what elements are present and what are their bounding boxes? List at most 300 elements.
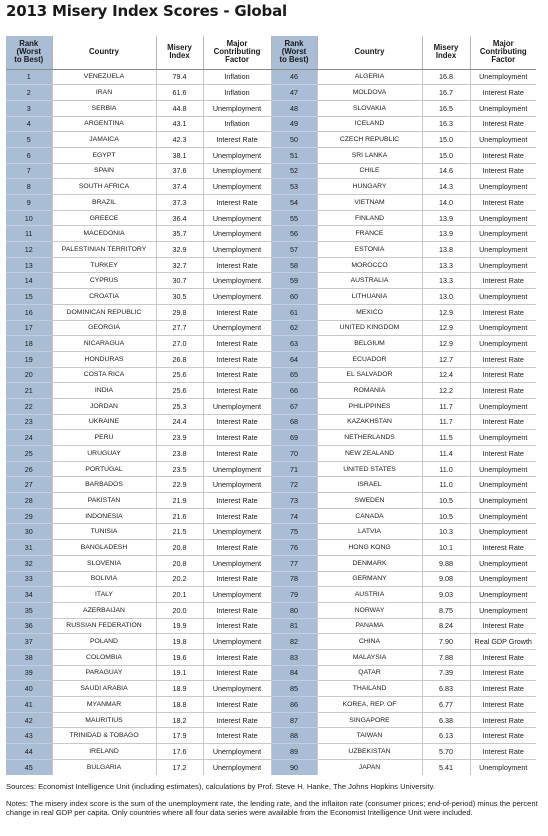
country-cell: CROATIA xyxy=(52,289,156,305)
index-cell: 20.0 xyxy=(156,602,203,618)
country-cell: POLAND xyxy=(52,634,156,650)
index-cell: 16.3 xyxy=(422,116,470,132)
factor-cell: Interest Rate xyxy=(203,195,271,211)
country-cell: INDONESIA xyxy=(52,508,156,524)
factor-cell: Unemployment xyxy=(203,210,271,226)
factor-cell: Interest Rate xyxy=(203,336,271,352)
rank-cell: 85 xyxy=(271,681,317,697)
table-header-row xyxy=(6,36,536,69)
country-cell: IRAN xyxy=(52,85,156,101)
index-cell: 23.5 xyxy=(156,461,203,477)
rank-header-right: Rank (Worst to Best) xyxy=(271,36,317,69)
index-cell: 20.8 xyxy=(156,555,203,571)
country-cell: TRINIDAD & TOBAGO xyxy=(52,728,156,744)
rank-cell: 43 xyxy=(6,728,52,744)
rank-cell: 84 xyxy=(271,665,317,681)
factor-cell: Interest Rate xyxy=(470,744,536,760)
index-cell: 17.6 xyxy=(156,744,203,760)
factor-cell: Interest Rate xyxy=(203,383,271,399)
rank-cell: 58 xyxy=(271,257,317,273)
country-cell: URUGUAY xyxy=(52,446,156,462)
index-cell: 9.03 xyxy=(422,587,470,603)
table-row xyxy=(6,697,536,713)
factor-cell: Inflation xyxy=(203,69,271,85)
index-cell: 25.3 xyxy=(156,398,203,414)
rank-cell: 74 xyxy=(271,508,317,524)
table-row xyxy=(6,242,536,258)
factor-cell: Interest Rate xyxy=(470,351,536,367)
factor-cell: Unemployment xyxy=(203,242,271,258)
index-cell: 10.5 xyxy=(422,508,470,524)
rank-cell: 30 xyxy=(6,524,52,540)
table-row xyxy=(6,728,536,744)
table-row xyxy=(6,759,536,775)
table-row xyxy=(6,289,536,305)
rank-cell: 40 xyxy=(6,681,52,697)
rank-cell: 49 xyxy=(271,116,317,132)
index-cell: 7.88 xyxy=(422,649,470,665)
index-cell: 24.4 xyxy=(156,414,203,430)
index-cell: 23.8 xyxy=(156,446,203,462)
table-row xyxy=(6,524,536,540)
index-cell: 12.4 xyxy=(422,367,470,383)
index-cell: 18.9 xyxy=(156,681,203,697)
rank-cell: 9 xyxy=(6,195,52,211)
country-cell: LATVIA xyxy=(317,524,422,540)
rank-cell: 71 xyxy=(271,461,317,477)
country-cell: UKRAINE xyxy=(52,414,156,430)
rank-cell: 2 xyxy=(6,85,52,101)
rank-cell: 79 xyxy=(271,587,317,603)
table-row xyxy=(6,681,536,697)
factor-cell: Unemployment xyxy=(470,602,536,618)
index-cell: 14.3 xyxy=(422,179,470,195)
factor-cell: Unemployment xyxy=(470,477,536,493)
table-row xyxy=(6,210,536,226)
index-cell: 32.7 xyxy=(156,257,203,273)
country-cell: SLOVENIA xyxy=(52,555,156,571)
country-cell: ICELAND xyxy=(317,116,422,132)
rank-cell: 7 xyxy=(6,163,52,179)
country-cell: AUSTRIA xyxy=(317,587,422,603)
index-cell: 18.2 xyxy=(156,712,203,728)
rank-cell: 48 xyxy=(271,100,317,116)
factor-cell: Real GDP Growth xyxy=(470,634,536,650)
factor-cell: Unemployment xyxy=(470,179,536,195)
table-row xyxy=(6,195,536,211)
factor-cell: Unemployment xyxy=(470,132,536,148)
factor-cell: Unemployment xyxy=(470,210,536,226)
country-cell: PALESTINIAN TERRITORY xyxy=(52,242,156,258)
rank-cell: 83 xyxy=(271,649,317,665)
factor-cell: Unemployment xyxy=(470,100,536,116)
country-cell: ESTONIA xyxy=(317,242,422,258)
country-cell: HONG KONG xyxy=(317,540,422,556)
rank-cell: 57 xyxy=(271,242,317,258)
country-cell: NEW ZEALAND xyxy=(317,446,422,462)
rank-cell: 45 xyxy=(6,759,52,775)
country-cell: CHILE xyxy=(317,163,422,179)
table-row xyxy=(6,304,536,320)
country-cell: LITHUANIA xyxy=(317,289,422,305)
country-cell: TURKEY xyxy=(52,257,156,273)
table-row xyxy=(6,649,536,665)
index-cell: 10.3 xyxy=(422,524,470,540)
country-cell: HUNGARY xyxy=(317,179,422,195)
country-cell: CHINA xyxy=(317,634,422,650)
index-cell: 6.38 xyxy=(422,712,470,728)
rank-cell: 34 xyxy=(6,587,52,603)
table-row xyxy=(6,618,536,634)
index-cell: 6.77 xyxy=(422,697,470,713)
factor-cell: Unemployment xyxy=(470,493,536,509)
rank-cell: 20 xyxy=(6,367,52,383)
index-cell: 11.4 xyxy=(422,446,470,462)
page-title: 2013 Misery Index Scores - Global xyxy=(6,2,287,20)
rank-cell: 32 xyxy=(6,555,52,571)
factor-cell: Unemployment xyxy=(470,289,536,305)
index-cell: 7.90 xyxy=(422,634,470,650)
country-cell: BELGIUM xyxy=(317,336,422,352)
index-cell: 44.8 xyxy=(156,100,203,116)
table-row xyxy=(6,461,536,477)
factor-cell: Unemployment xyxy=(203,320,271,336)
factor-cell: Unemployment xyxy=(203,681,271,697)
country-cell: PARAGUAY xyxy=(52,665,156,681)
factor-cell: Interest Rate xyxy=(470,367,536,383)
factor-cell: Interest Rate xyxy=(470,728,536,744)
country-cell: NETHERLANDS xyxy=(317,430,422,446)
factor-cell: Unemployment xyxy=(470,508,536,524)
factor-cell: Interest Rate xyxy=(203,540,271,556)
rank-cell: 17 xyxy=(6,320,52,336)
index-cell: 13.9 xyxy=(422,210,470,226)
factor-cell: Interest Rate xyxy=(470,116,536,132)
rank-cell: 77 xyxy=(271,555,317,571)
factor-cell: Unemployment xyxy=(203,398,271,414)
country-cell: BULGARIA xyxy=(52,759,156,775)
factor-cell: Unemployment xyxy=(470,587,536,603)
index-cell: 17.2 xyxy=(156,759,203,775)
table-row xyxy=(6,226,536,242)
factor-cell: Unemployment xyxy=(203,461,271,477)
index-cell: 9.88 xyxy=(422,555,470,571)
rank-cell: 8 xyxy=(6,179,52,195)
table-row xyxy=(6,477,536,493)
country-cell: TUNISIA xyxy=(52,524,156,540)
country-cell: PHILIPPINES xyxy=(317,398,422,414)
factor-cell: Unemployment xyxy=(470,524,536,540)
rank-cell: 73 xyxy=(271,493,317,509)
factor-cell: Unemployment xyxy=(203,524,271,540)
index-cell: 12.9 xyxy=(422,320,470,336)
rank-cell: 15 xyxy=(6,289,52,305)
country-cell: MAURITIUS xyxy=(52,712,156,728)
factor-cell: Unemployment xyxy=(203,226,271,242)
index-cell: 30.7 xyxy=(156,273,203,289)
index-cell: 12.7 xyxy=(422,351,470,367)
country-cell: UNITED STATES xyxy=(317,461,422,477)
table-row xyxy=(6,555,536,571)
factor-cell: Inflation xyxy=(203,85,271,101)
country-cell: JAMAICA xyxy=(52,132,156,148)
factor-cell: Interest Rate xyxy=(470,665,536,681)
factor-cell: Interest Rate xyxy=(203,649,271,665)
rank-cell: 52 xyxy=(271,163,317,179)
index-cell: 36.4 xyxy=(156,210,203,226)
table-row xyxy=(6,493,536,509)
index-cell: 5.70 xyxy=(422,744,470,760)
factor-header-right: Major Contributing Factor xyxy=(470,36,536,69)
index-cell: 37.4 xyxy=(156,179,203,195)
index-cell: 14.6 xyxy=(422,163,470,179)
country-cell: VENEZUELA xyxy=(52,69,156,85)
factor-cell: Interest Rate xyxy=(470,649,536,665)
factor-cell: Unemployment xyxy=(470,320,536,336)
rank-cell: 35 xyxy=(6,602,52,618)
factor-cell: Unemployment xyxy=(203,744,271,760)
country-cell: CYPRUS xyxy=(52,273,156,289)
factor-cell: Interest Rate xyxy=(203,493,271,509)
rank-cell: 11 xyxy=(6,226,52,242)
rank-cell: 86 xyxy=(271,697,317,713)
country-cell: GREECE xyxy=(52,210,156,226)
country-cell: ISRAEL xyxy=(317,477,422,493)
index-cell: 27.7 xyxy=(156,320,203,336)
rank-cell: 23 xyxy=(6,414,52,430)
rank-cell: 19 xyxy=(6,351,52,367)
index-cell: 61.6 xyxy=(156,85,203,101)
factor-cell: Unemployment xyxy=(203,634,271,650)
index-cell: 11.5 xyxy=(422,430,470,446)
index-cell: 43.1 xyxy=(156,116,203,132)
factor-cell: Interest Rate xyxy=(203,602,271,618)
factor-header-left: Major Contributing Factor xyxy=(203,36,271,69)
rank-cell: 88 xyxy=(271,728,317,744)
country-cell: ALGERIA xyxy=(317,69,422,85)
rank-cell: 21 xyxy=(6,383,52,399)
country-cell: COLOMBIA xyxy=(52,649,156,665)
country-cell: THAILAND xyxy=(317,681,422,697)
country-cell: EGYPT xyxy=(52,147,156,163)
country-cell: CANADA xyxy=(317,508,422,524)
factor-cell: Interest Rate xyxy=(203,304,271,320)
factor-cell: Unemployment xyxy=(470,336,536,352)
country-cell: CZECH REPUBLIC xyxy=(317,132,422,148)
country-cell: AZERBAIJAN xyxy=(52,602,156,618)
country-cell: BARBADOS xyxy=(52,477,156,493)
index-cell: 21.9 xyxy=(156,493,203,509)
table-row xyxy=(6,744,536,760)
country-cell: MOROCCO xyxy=(317,257,422,273)
country-header-left: Country xyxy=(52,36,156,69)
index-cell: 23.9 xyxy=(156,430,203,446)
rank-cell: 42 xyxy=(6,712,52,728)
country-cell: NICARAGUA xyxy=(52,336,156,352)
index-cell: 18.8 xyxy=(156,697,203,713)
index-header-left: Misery Index xyxy=(156,36,203,69)
country-cell: FINLAND xyxy=(317,210,422,226)
table-row xyxy=(6,163,536,179)
table-row xyxy=(6,351,536,367)
table-row xyxy=(6,634,536,650)
rank-header-left: Rank (Worst to Best) xyxy=(6,36,52,69)
rank-cell: 72 xyxy=(271,477,317,493)
country-cell: NORWAY xyxy=(317,602,422,618)
index-cell: 19.8 xyxy=(156,634,203,650)
factor-cell: Unemployment xyxy=(470,398,536,414)
factor-cell: Interest Rate xyxy=(470,540,536,556)
rank-cell: 81 xyxy=(271,618,317,634)
table-row xyxy=(6,336,536,352)
factor-cell: Unemployment xyxy=(470,759,536,775)
factor-cell: Interest Rate xyxy=(203,430,271,446)
factor-cell: Interest Rate xyxy=(470,697,536,713)
rank-cell: 60 xyxy=(271,289,317,305)
country-cell: PORTUGAL xyxy=(52,461,156,477)
rank-cell: 26 xyxy=(6,461,52,477)
index-cell: 30.5 xyxy=(156,289,203,305)
index-cell: 12.9 xyxy=(422,304,470,320)
index-cell: 14.0 xyxy=(422,195,470,211)
index-cell: 16.5 xyxy=(422,100,470,116)
country-cell: PERU xyxy=(52,430,156,446)
index-cell: 10.5 xyxy=(422,493,470,509)
country-cell: VIETNAM xyxy=(317,195,422,211)
factor-cell: Interest Rate xyxy=(470,712,536,728)
rank-cell: 63 xyxy=(271,336,317,352)
rank-cell: 22 xyxy=(6,398,52,414)
country-cell: SRI LANKA xyxy=(317,147,422,163)
factor-cell: Interest Rate xyxy=(203,728,271,744)
rank-cell: 68 xyxy=(271,414,317,430)
country-cell: ROMANIA xyxy=(317,383,422,399)
index-cell: 16.8 xyxy=(422,69,470,85)
table-row xyxy=(6,69,536,85)
index-cell: 17.9 xyxy=(156,728,203,744)
factor-cell: Unemployment xyxy=(203,477,271,493)
index-cell: 16.7 xyxy=(422,85,470,101)
table-row xyxy=(6,257,536,273)
rank-cell: 78 xyxy=(271,571,317,587)
index-cell: 21.5 xyxy=(156,524,203,540)
country-cell: RUSSIAN FEDERATION xyxy=(52,618,156,634)
table-row xyxy=(6,602,536,618)
factor-cell: Unemployment xyxy=(470,242,536,258)
table-row xyxy=(6,430,536,446)
country-cell: KAZAKHSTAN xyxy=(317,414,422,430)
index-cell: 32.9 xyxy=(156,242,203,258)
factor-cell: Interest Rate xyxy=(470,147,536,163)
rank-cell: 10 xyxy=(6,210,52,226)
country-cell: QATAR xyxy=(317,665,422,681)
index-cell: 13.0 xyxy=(422,289,470,305)
rank-cell: 89 xyxy=(271,744,317,760)
country-cell: SAUDI ARABIA xyxy=(52,681,156,697)
table-row xyxy=(6,665,536,681)
factor-cell: Interest Rate xyxy=(470,414,536,430)
table-row xyxy=(6,147,536,163)
factor-cell: Interest Rate xyxy=(470,446,536,462)
rank-cell: 4 xyxy=(6,116,52,132)
factor-cell: Interest Rate xyxy=(203,508,271,524)
rank-cell: 39 xyxy=(6,665,52,681)
index-cell: 42.3 xyxy=(156,132,203,148)
country-cell: SWEDEN xyxy=(317,493,422,509)
factor-cell: Interest Rate xyxy=(470,383,536,399)
rank-cell: 14 xyxy=(6,273,52,289)
index-cell: 20.1 xyxy=(156,587,203,603)
index-cell: 10.1 xyxy=(422,540,470,556)
index-cell: 19.9 xyxy=(156,618,203,634)
factor-cell: Unemployment xyxy=(470,226,536,242)
table-row xyxy=(6,100,536,116)
country-cell: MEXICO xyxy=(317,304,422,320)
table-row xyxy=(6,116,536,132)
factor-cell: Unemployment xyxy=(203,179,271,195)
factor-cell: Unemployment xyxy=(203,555,271,571)
index-cell: 6.13 xyxy=(422,728,470,744)
rank-cell: 16 xyxy=(6,304,52,320)
index-cell: 11.0 xyxy=(422,461,470,477)
factor-cell: Inflation xyxy=(203,116,271,132)
factor-cell: Interest Rate xyxy=(470,618,536,634)
country-cell: FRANCE xyxy=(317,226,422,242)
table-row xyxy=(6,132,536,148)
rank-cell: 47 xyxy=(271,85,317,101)
methodology-note: Notes: The misery index score is the sum of the unemployment rate, the lending rate, and the inflaiton rate (consumer prices; end-of-period) minus the percent change in real GDP per capita. Only countries where all four data series were available from the Economist Intelligence Unit were included. xyxy=(6,799,538,818)
rank-cell: 41 xyxy=(6,697,52,713)
factor-cell: Unemployment xyxy=(203,289,271,305)
factor-cell: Interest Rate xyxy=(203,618,271,634)
rank-cell: 12 xyxy=(6,242,52,258)
index-cell: 79.4 xyxy=(156,69,203,85)
index-cell: 29.8 xyxy=(156,304,203,320)
country-cell: AUSTRALIA xyxy=(317,273,422,289)
index-cell: 5.41 xyxy=(422,759,470,775)
rank-cell: 56 xyxy=(271,226,317,242)
rank-cell: 51 xyxy=(271,147,317,163)
index-cell: 19.1 xyxy=(156,665,203,681)
rank-cell: 1 xyxy=(6,69,52,85)
rank-cell: 66 xyxy=(271,383,317,399)
index-cell: 13.3 xyxy=(422,257,470,273)
index-cell: 13.3 xyxy=(422,273,470,289)
rank-cell: 38 xyxy=(6,649,52,665)
country-cell: GERMANY xyxy=(317,571,422,587)
table-row xyxy=(6,273,536,289)
rank-cell: 37 xyxy=(6,634,52,650)
rank-cell: 87 xyxy=(271,712,317,728)
country-cell: BRAZIL xyxy=(52,195,156,211)
rank-cell: 25 xyxy=(6,446,52,462)
factor-cell: Unemployment xyxy=(470,461,536,477)
factor-cell: Interest Rate xyxy=(470,681,536,697)
country-cell: SPAIN xyxy=(52,163,156,179)
factor-cell: Unemployment xyxy=(203,100,271,116)
country-cell: UZBEKISTAN xyxy=(317,744,422,760)
country-cell: MACEDONIA xyxy=(52,226,156,242)
index-cell: 20.8 xyxy=(156,540,203,556)
index-cell: 27.0 xyxy=(156,336,203,352)
index-cell: 25.6 xyxy=(156,383,203,399)
factor-cell: Interest Rate xyxy=(470,273,536,289)
index-cell: 20.2 xyxy=(156,571,203,587)
index-cell: 13.8 xyxy=(422,242,470,258)
table-row xyxy=(6,367,536,383)
table-row xyxy=(6,179,536,195)
rank-cell: 24 xyxy=(6,430,52,446)
